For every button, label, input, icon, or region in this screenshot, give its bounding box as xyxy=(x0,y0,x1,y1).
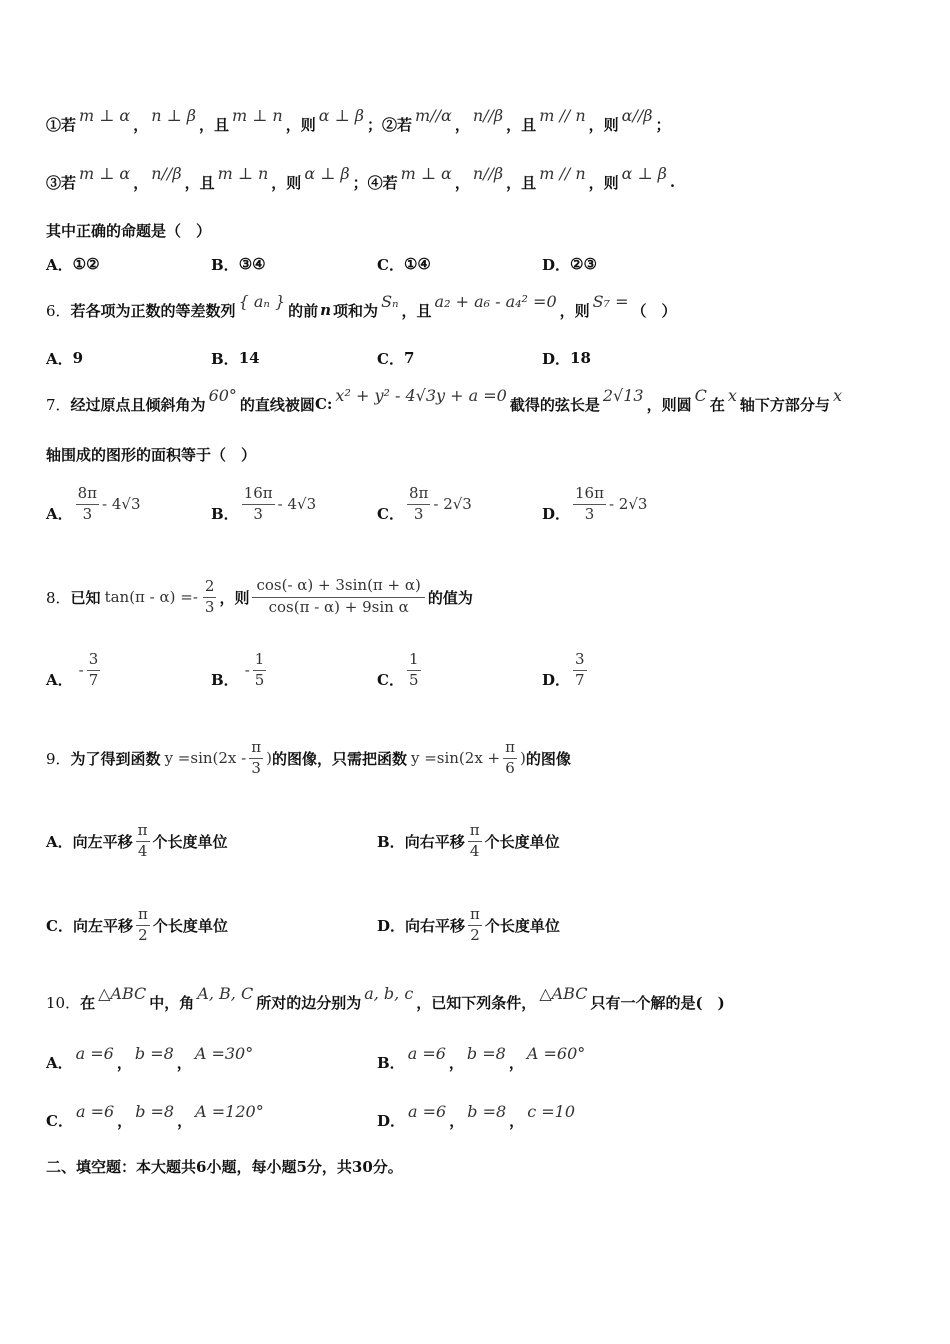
q5-option-c[interactable] xyxy=(377,254,431,275)
denominator: 5 xyxy=(408,670,419,689)
math-expr: c =10 xyxy=(527,1101,575,1121)
section-title: 二、填空题：本大题共6小题，每小题5分，共30分。 xyxy=(46,1157,403,1176)
q8-option-d[interactable] xyxy=(542,642,590,698)
text: ， xyxy=(454,173,470,192)
q9-option-a[interactable] xyxy=(46,814,228,868)
math-expr: - 2√3 xyxy=(608,495,648,513)
q7-options xyxy=(46,476,906,532)
math-expr: - 4√3 xyxy=(102,495,141,513)
text: 的图像 xyxy=(525,749,571,768)
math-expr: α ⊥ β xyxy=(621,163,667,183)
denominator: 3 xyxy=(251,758,261,777)
q7-stem xyxy=(46,384,906,424)
math-expr: m // n xyxy=(539,105,586,125)
text: 项和为 xyxy=(333,301,379,320)
text: ，且 xyxy=(401,301,432,320)
denominator: 6 xyxy=(505,758,515,777)
text: ，则圆 xyxy=(646,395,692,414)
text: ，且 xyxy=(506,173,537,192)
math-expr: m // n xyxy=(539,163,586,183)
q10-option-b[interactable] xyxy=(377,1043,588,1073)
q6-option-b[interactable] xyxy=(211,348,260,369)
text: C: xyxy=(314,395,333,413)
text: ，且 xyxy=(184,173,215,192)
text: ③若 xyxy=(46,173,77,192)
math-expr: a =6 xyxy=(408,1101,447,1121)
text: ， xyxy=(133,173,149,192)
option-label: D． xyxy=(542,349,571,368)
option-label: B． xyxy=(211,255,239,274)
fraction xyxy=(136,904,150,944)
text: 已知 xyxy=(70,588,101,607)
text: 截得的弦长是 xyxy=(509,395,600,414)
math-expr: A =30° xyxy=(194,1043,254,1063)
denominator: 3 xyxy=(253,504,263,523)
math-expr: m//α xyxy=(415,105,452,125)
math-expr: m ⊥ n xyxy=(232,105,283,125)
numerator: 3 xyxy=(573,652,587,671)
text: ， xyxy=(177,1111,193,1130)
text: 在 xyxy=(709,395,725,414)
math-expr: 60° xyxy=(208,385,237,405)
numerator: 8π xyxy=(76,486,99,505)
question-number: 9． xyxy=(46,749,71,768)
math-expr: a, b, c xyxy=(364,983,414,1003)
fraction xyxy=(76,483,99,523)
math-expr: α ⊥ β xyxy=(318,105,365,125)
option-label: A． xyxy=(46,349,73,368)
numerator: π xyxy=(468,907,482,926)
numerator: π xyxy=(249,740,263,759)
question-text: 其中正确的命题是（ ） xyxy=(46,221,212,240)
option-text: ②③ xyxy=(570,255,597,273)
option-label: C． xyxy=(46,916,73,935)
q10-option-d[interactable] xyxy=(377,1101,578,1131)
numerator: 1 xyxy=(253,652,267,671)
option-label: A． xyxy=(46,670,73,689)
math-expr: x xyxy=(727,385,737,405)
question-number: 7． xyxy=(46,395,71,414)
math-expr: n//β xyxy=(151,163,182,183)
text: ， xyxy=(508,1053,524,1072)
q5-option-d[interactable] xyxy=(542,254,597,275)
fraction xyxy=(253,649,267,689)
q8-option-a[interactable] xyxy=(46,642,103,698)
option-text: 向右平移 xyxy=(404,832,465,851)
math-expr: - 4√3 xyxy=(277,495,317,513)
question-number: 8． xyxy=(46,588,71,607)
text: 的值为 xyxy=(427,588,473,607)
math-expr: △ABC xyxy=(98,983,147,1003)
math-expr: n//β xyxy=(472,163,504,183)
numerator: cos(- α) + 3sin(π + α) xyxy=(252,578,424,598)
numerator: π xyxy=(136,823,150,842)
math-expr: m ⊥ n xyxy=(217,163,269,183)
q5-option-a[interactable] xyxy=(46,254,100,275)
q9-options-row-2 xyxy=(46,898,906,952)
text: 轴围成的图形的面积等于（ ） xyxy=(46,445,257,464)
q5-option-b[interactable] xyxy=(211,254,266,275)
math-expr: a =6 xyxy=(75,1101,115,1121)
q9-option-d[interactable] xyxy=(377,898,560,952)
text: ， xyxy=(509,1111,525,1130)
option-label: A． xyxy=(46,832,73,851)
option-text: 个长度单位 xyxy=(152,832,228,851)
fraction xyxy=(407,483,430,523)
math-expr: a₂ + a₆ - a₄² =0 xyxy=(434,291,557,311)
text: ， xyxy=(449,1111,465,1130)
q10-stem xyxy=(46,982,906,1022)
math-expr: ) xyxy=(266,749,272,767)
text: 经过原点且倾斜角为 xyxy=(70,395,206,414)
numerator: 2 xyxy=(203,579,217,598)
math-expr: x xyxy=(832,385,842,405)
numerator: 16π xyxy=(242,486,275,505)
numerator: 8π xyxy=(407,486,430,505)
text: 轴下方部分与 xyxy=(739,395,830,414)
denominator: 7 xyxy=(88,670,99,689)
text: ，则 xyxy=(588,115,619,134)
option-label: D． xyxy=(542,504,571,523)
q9-stem xyxy=(46,728,906,788)
denominator: 3 xyxy=(413,504,424,523)
text: ，则 xyxy=(285,115,316,134)
math-expr: x² + y² - 4√3y + a =0 xyxy=(335,385,507,405)
math-expr: △ABC xyxy=(539,983,588,1003)
text: ， xyxy=(176,1053,192,1072)
option-text: 向左平移 xyxy=(72,832,133,851)
option-label: C． xyxy=(377,670,404,689)
math-expr: - 2√3 xyxy=(433,495,472,513)
math-expr: { aₙ } xyxy=(238,291,286,311)
denominator: cos(π - α) + 9sin α xyxy=(268,598,409,616)
option-label: B． xyxy=(211,349,239,368)
math-expr: n ⊥ β xyxy=(151,105,197,125)
denominator: 3 xyxy=(82,504,93,523)
option-label: A． xyxy=(46,1053,73,1072)
text: 所对的边分别为 xyxy=(256,993,362,1012)
text: n xyxy=(320,301,332,319)
denominator: 4 xyxy=(137,841,148,860)
option-text: ①② xyxy=(72,255,100,273)
text: ，则 xyxy=(588,173,619,192)
fraction xyxy=(87,649,101,689)
option-label: A． xyxy=(46,504,73,523)
numerator: π xyxy=(468,823,482,842)
math-expr: A =120° xyxy=(195,1101,264,1121)
q10-options-row-2 xyxy=(46,1100,906,1140)
denominator: 2 xyxy=(470,925,480,944)
math-expr: ) xyxy=(520,749,526,767)
text: . xyxy=(669,173,676,191)
math-expr: C xyxy=(694,385,707,405)
option-label: C． xyxy=(377,255,404,274)
math-expr: y =sin(2x - xyxy=(164,749,247,767)
fraction xyxy=(503,737,517,777)
q7-option-d[interactable] xyxy=(542,476,647,532)
q9-option-b[interactable] xyxy=(377,814,560,868)
text: ， xyxy=(116,1053,132,1072)
text: ，则 xyxy=(559,301,590,320)
fraction xyxy=(203,576,217,616)
math-expr: A =60° xyxy=(526,1043,586,1063)
option-label: D． xyxy=(542,255,571,274)
text: ，且 xyxy=(199,115,230,134)
q8-option-b[interactable] xyxy=(211,642,269,698)
fraction xyxy=(242,483,275,523)
math-expr: m ⊥ α xyxy=(79,105,131,125)
fraction xyxy=(407,649,421,689)
fraction xyxy=(468,904,482,944)
option-label: D． xyxy=(377,916,406,935)
option-label: B． xyxy=(211,670,239,689)
text: ，且 xyxy=(506,115,537,134)
option-label: B． xyxy=(377,832,405,851)
q5-line-1 xyxy=(46,104,906,144)
option-text: 14 xyxy=(238,349,260,367)
q6-option-d[interactable] xyxy=(542,348,591,369)
math-expr: a =6 xyxy=(75,1043,114,1063)
text: 的直线被圆 xyxy=(239,395,315,414)
q5-options xyxy=(46,244,906,284)
option-text: ①④ xyxy=(403,255,431,273)
option-label: D． xyxy=(377,1111,406,1130)
math-expr: m ⊥ α xyxy=(400,163,452,183)
denominator: 3 xyxy=(204,597,215,616)
denominator: 4 xyxy=(469,841,480,860)
denominator: 7 xyxy=(575,670,585,689)
q8-options xyxy=(46,642,906,698)
numerator: 16π xyxy=(573,486,606,505)
text: ，则 xyxy=(219,588,250,607)
text: ， xyxy=(454,115,470,134)
text: 只有一个解的是( ) xyxy=(590,993,725,1012)
option-text: ③④ xyxy=(238,255,266,273)
math-expr: Sₙ xyxy=(381,291,399,311)
q6-stem xyxy=(46,290,906,330)
option-text: 7 xyxy=(403,349,415,367)
text: （ ） xyxy=(631,301,677,320)
q5-line-2 xyxy=(46,162,906,202)
section-2-heading xyxy=(46,1146,906,1186)
math-expr: S₇ = xyxy=(592,291,629,311)
q7-option-b[interactable] xyxy=(211,476,316,532)
text: 的图像，只需把函数 xyxy=(271,749,407,768)
text: ； xyxy=(655,115,671,134)
numerator: 3 xyxy=(87,652,101,671)
option-text: 个长度单位 xyxy=(484,832,560,851)
text: ， xyxy=(117,1111,133,1130)
question-number: 10． xyxy=(46,993,81,1012)
math-expr: α//β xyxy=(621,105,653,125)
fraction xyxy=(249,737,263,777)
text: ，已知下列条件， xyxy=(416,993,537,1012)
math-expr: b =8 xyxy=(135,1101,175,1121)
math-expr: b =8 xyxy=(467,1101,507,1121)
option-text: 个长度单位 xyxy=(484,916,560,935)
math-expr: 2√13 xyxy=(602,385,644,405)
math-expr: b =8 xyxy=(134,1043,174,1063)
fraction xyxy=(252,578,424,616)
text: ；④若 xyxy=(352,173,398,192)
q7-option-a[interactable] xyxy=(46,476,141,532)
fraction xyxy=(136,820,150,860)
option-label: A． xyxy=(46,255,73,274)
option-text: 向右平移 xyxy=(405,916,466,935)
denominator: 2 xyxy=(138,925,148,944)
denominator: 3 xyxy=(584,504,595,523)
q6-options xyxy=(46,338,906,378)
numerator: 1 xyxy=(407,652,421,671)
numerator: π xyxy=(136,907,150,926)
option-label: B． xyxy=(211,504,239,523)
text: ；②若 xyxy=(367,115,413,134)
q8-stem xyxy=(46,562,906,632)
q6-option-c[interactable] xyxy=(377,348,414,369)
numerator: π xyxy=(503,740,517,759)
sign: - xyxy=(244,661,250,679)
q8-option-c[interactable] xyxy=(377,642,424,698)
math-expr: y =sin(2x + xyxy=(410,749,501,767)
math-expr: α ⊥ β xyxy=(304,163,350,183)
text: 中，角 xyxy=(149,993,195,1012)
q10-option-a[interactable] xyxy=(46,1043,256,1073)
math-expr: m ⊥ α xyxy=(79,163,131,183)
q10-option-c[interactable] xyxy=(46,1101,267,1131)
option-text: 18 xyxy=(570,349,591,367)
math-expr: a =6 xyxy=(407,1043,446,1063)
fraction xyxy=(573,649,587,689)
text: 在 xyxy=(80,993,96,1012)
text: 若各项为正数的等差数列 xyxy=(70,301,236,320)
option-text: 向左平移 xyxy=(72,916,133,935)
q7-option-c[interactable] xyxy=(377,476,472,532)
option-label: D． xyxy=(542,670,571,689)
denominator: 5 xyxy=(254,670,265,689)
fraction xyxy=(468,820,482,860)
q9-options-row-1 xyxy=(46,814,906,868)
text: ， xyxy=(133,115,149,134)
text: ，则 xyxy=(271,173,302,192)
text: ①若 xyxy=(46,115,77,134)
fraction xyxy=(573,483,606,523)
option-label: B． xyxy=(377,1053,405,1072)
option-text: 9 xyxy=(72,349,84,367)
q9-option-c[interactable] xyxy=(46,898,228,952)
q6-option-a[interactable] xyxy=(46,348,83,369)
math-expr: tan(π - α) =- xyxy=(104,588,198,606)
q10-options-row-1 xyxy=(46,1042,906,1082)
option-label: C． xyxy=(377,504,404,523)
sign: - xyxy=(78,661,84,679)
option-text: 个长度单位 xyxy=(152,916,228,935)
math-expr: n//β xyxy=(472,105,504,125)
math-expr: b =8 xyxy=(466,1043,506,1063)
q7-stem-line-2 xyxy=(46,434,906,474)
text: 的前 xyxy=(288,301,319,320)
text: 为了得到函数 xyxy=(70,749,161,768)
question-number: 6． xyxy=(46,301,71,320)
math-expr: A, B, C xyxy=(197,983,254,1003)
option-label: C． xyxy=(46,1111,73,1130)
text: ， xyxy=(448,1053,464,1072)
option-label: C． xyxy=(377,349,404,368)
